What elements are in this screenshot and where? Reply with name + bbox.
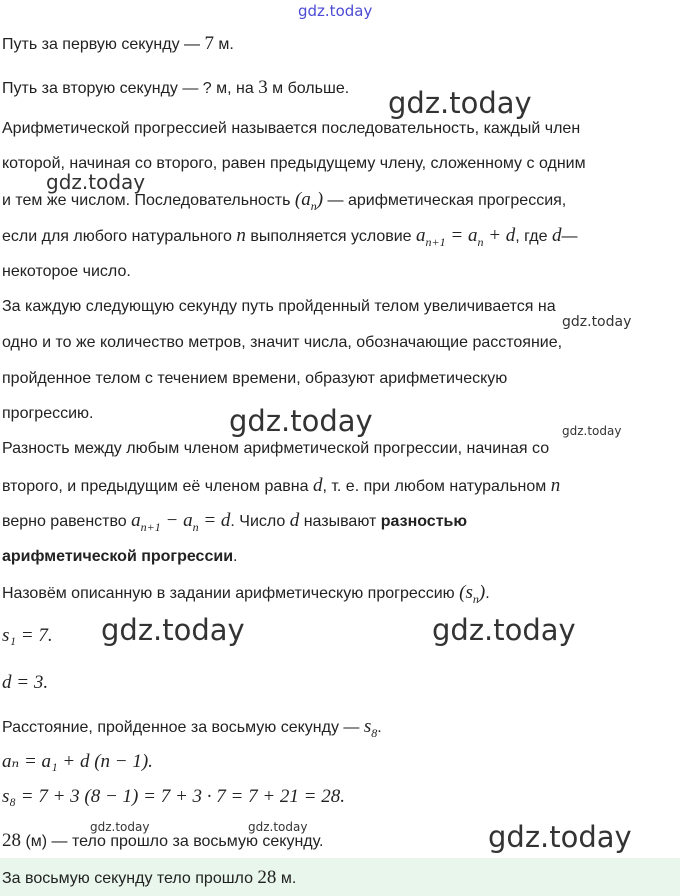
watermark: gdz.today — [229, 404, 373, 438]
line-first-second: Путь за первую секунду — 7 м. — [2, 33, 234, 54]
difference-line-1: Разность между любым членом арифметической прогрессии, начиная со — [2, 440, 550, 457]
reasoning-line-3: пройденное телом с течением времени, образуют арифметическую — [2, 370, 508, 387]
difference-line-2: второго, и предыдущим её членом равна d, т. е. при любом натуральном n — [2, 475, 561, 496]
eighth-second-line: Расстояние, пройденное за восьмую секунду — $s_8$. — [2, 716, 382, 740]
watermark: gdz.today — [248, 820, 308, 834]
answer-text: За восьмую секунду тело прошло 28 м. — [2, 867, 297, 888]
difference-line-4: арифметической прогрессии. — [2, 548, 238, 565]
line-second-second: Путь за вторую секунду — ? м, на 3 м больше. — [2, 77, 350, 98]
watermark: gdz.today — [90, 820, 150, 834]
watermark: gdz.today — [488, 820, 632, 854]
watermark: gdz.today — [432, 613, 576, 647]
definition-line-3: и тем же числом. Последовательность $(a_n)$ — арифметическая прогрессия, — [2, 189, 567, 213]
watermark: gdz.today — [101, 613, 245, 647]
formula-s1: s₁ = 7. — [2, 625, 53, 646]
definition-line-5: некоторое число. — [2, 263, 131, 280]
answer-box — [0, 858, 680, 896]
result-line: 28 (м) — тело прошло за восьмую секунду. — [2, 830, 324, 851]
definition-line-1: Арифметической прогрессией называется последовательность, каждый член — [2, 120, 581, 137]
reasoning-line-4: прогрессию. — [2, 405, 94, 422]
naming-line: Назовём описанную в задании арифметическую прогрессию $(s_n)$. — [2, 582, 490, 606]
watermark: gdz.today — [46, 170, 146, 194]
reasoning-line-2: одно и то же количество метров, значит числа, обозначающие расстояние, — [2, 334, 563, 351]
watermark: gdz.today — [562, 424, 622, 438]
watermark: gdz.today — [388, 86, 532, 120]
formula-s8: s₈ = 7 + 3 (8 − 1) = 7 + 3 · 7 = 7 + 21 = 28. — [2, 786, 345, 807]
reasoning-line-1: За каждую следующую секунду путь пройденный телом увеличивается на — [2, 298, 556, 315]
formula-d: d = 3. — [2, 672, 49, 693]
difference-line-3: верно равенство $a_{n+1} - a_n = d$. Число d называют разностью — [2, 510, 468, 534]
formula-general: aₙ = a₁ + d (n − 1). — [2, 751, 153, 772]
definition-line-4: если для любого натурального n выполняется условие $a_{n+1} = a_n + d$, где d— — [2, 225, 578, 249]
watermark-top: gdz.today — [298, 2, 373, 20]
definition-line-2: которой, начиная со второго, равен предыдущему члену, сложенному с одним — [2, 155, 586, 172]
watermark: gdz.today — [562, 314, 632, 330]
